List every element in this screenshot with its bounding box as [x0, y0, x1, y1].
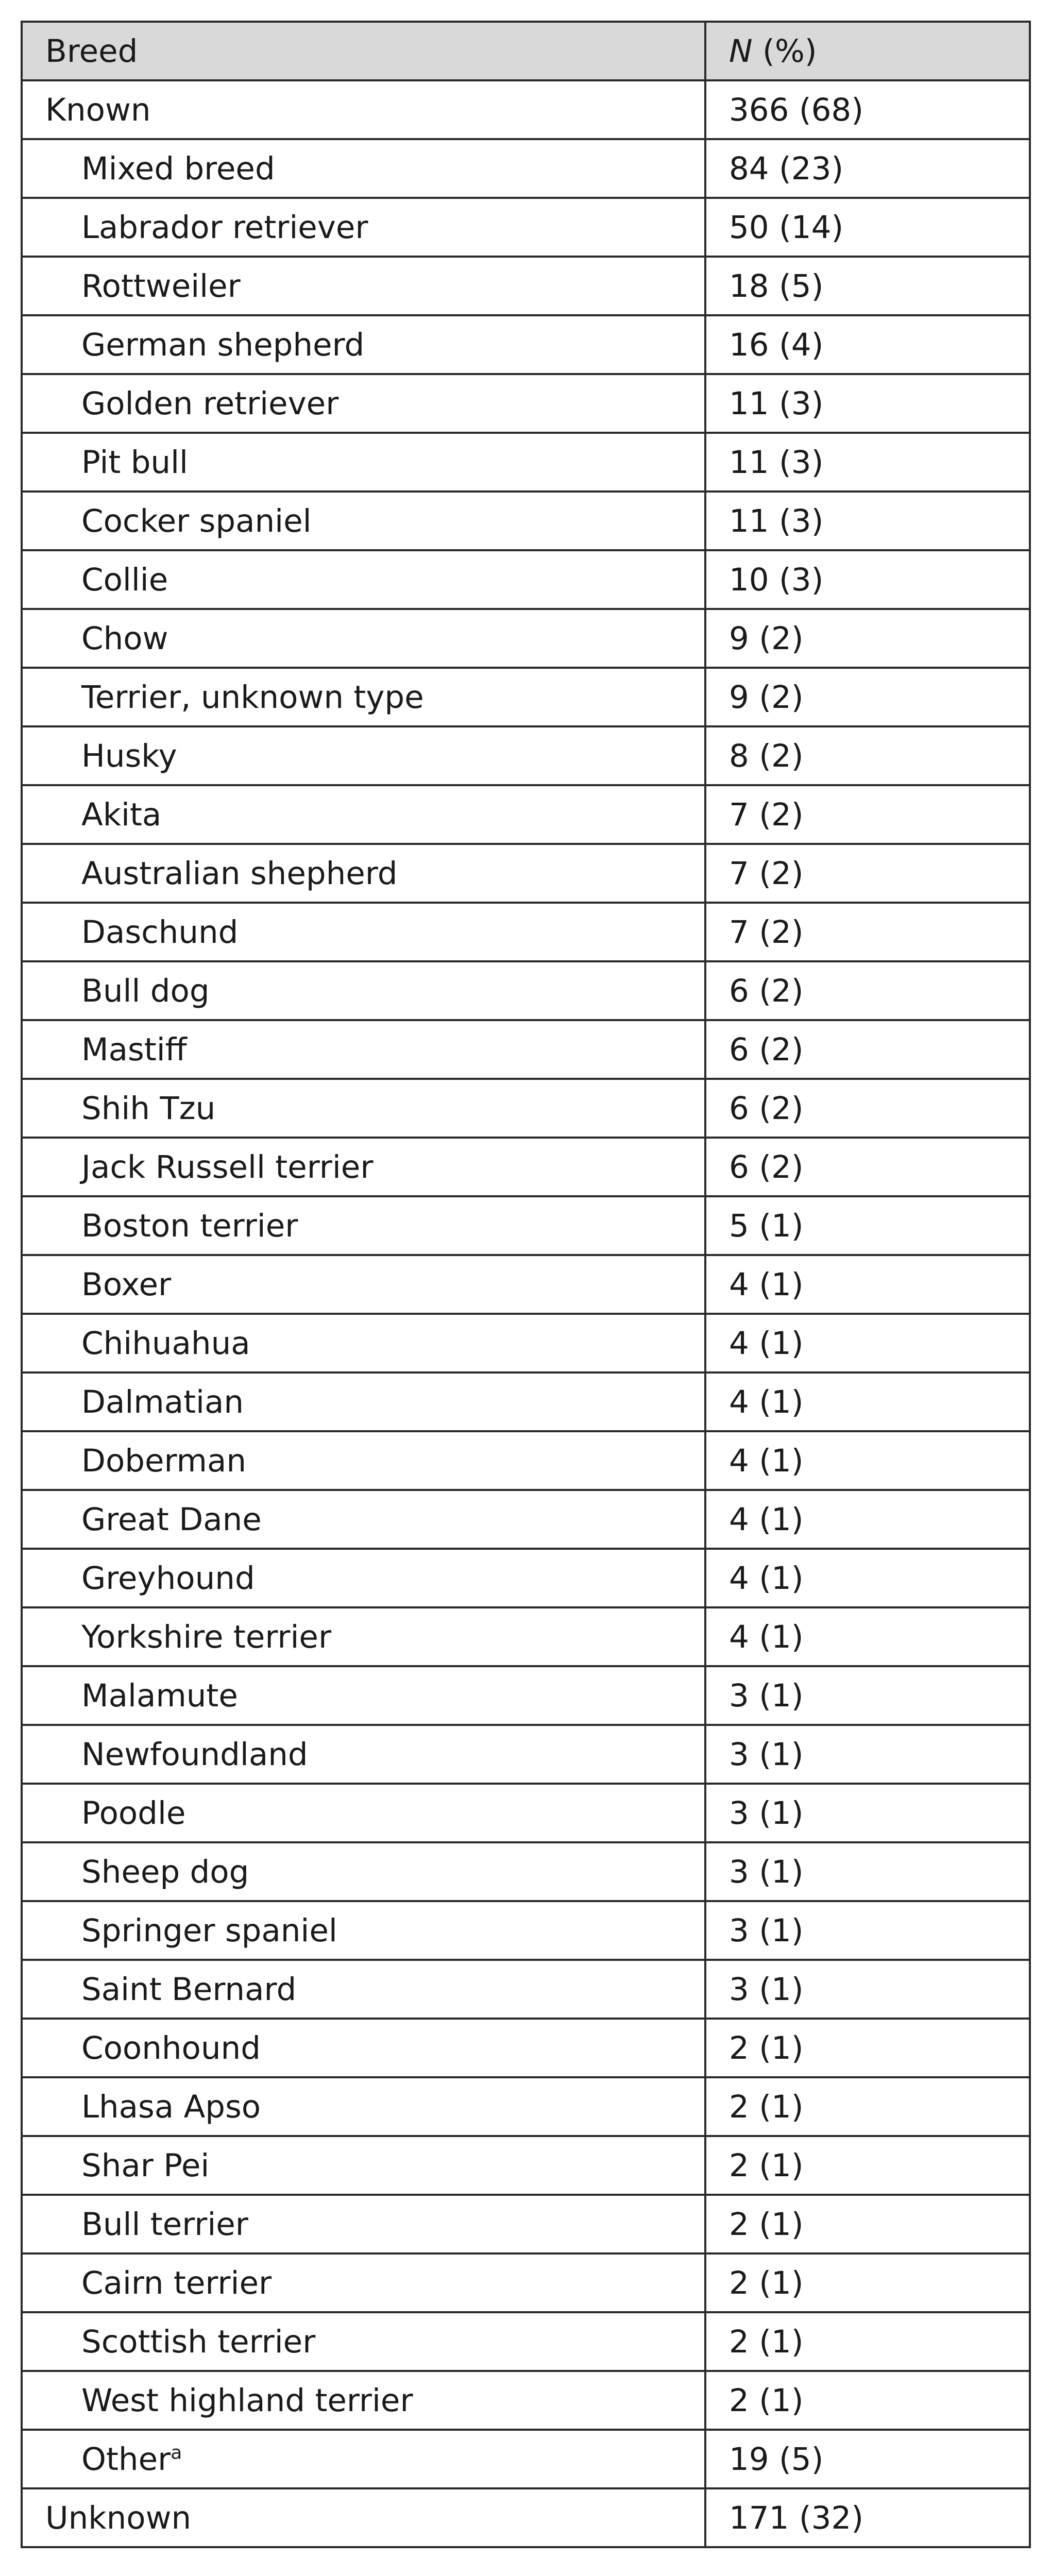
count-percent-cell: 4 (1) [705, 1314, 1030, 1372]
table-row [22, 1431, 1030, 1490]
table-row [22, 609, 1030, 668]
breed-cell [22, 844, 705, 903]
breed-name: Cocker spaniel [81, 502, 312, 539]
breed-name: Pit bull [81, 444, 188, 481]
breed-name: Saint Bernard [81, 1971, 297, 2008]
breed-name: Coonhound [81, 2029, 261, 2066]
breed-cell [22, 1020, 705, 1079]
breed-name: Akita [81, 796, 162, 833]
count-percent-cell: 2 (1) [705, 2312, 1030, 2371]
breed-name: Jack Russell terrier [81, 1148, 374, 1185]
count-percent-cell: 6 (2) [705, 1079, 1030, 1138]
breed-name: Chow [81, 620, 168, 657]
table-row [22, 1138, 1030, 1196]
table-row [22, 1842, 1030, 1901]
breed-name: Malamute [81, 1677, 238, 1714]
count-percent-cell: 5 (1) [705, 1196, 1030, 1255]
breed-cell [22, 609, 705, 668]
breed-cell [22, 2136, 705, 2195]
count-percent-cell: 2 (1) [705, 2019, 1030, 2077]
count-percent-cell: 8 (2) [705, 726, 1030, 785]
breed-cell [22, 1666, 705, 1725]
count-percent-cell: 6 (2) [705, 1020, 1030, 1079]
count-percent-cell: 7 (2) [705, 785, 1030, 844]
table-row [22, 374, 1030, 433]
table-row [22, 1725, 1030, 1784]
breed-cell [22, 961, 705, 1020]
breed-name: Australian shepherd [81, 855, 398, 892]
breed-name: Springer spaniel [81, 1912, 337, 1949]
count-percent-cell: 11 (3) [705, 433, 1030, 492]
breed-name: Unknown [45, 2499, 192, 2536]
table-row [22, 2195, 1030, 2253]
table-body [22, 80, 1030, 2547]
breed-name: Cairn terrier [81, 2264, 272, 2301]
count-percent-cell: 4 (1) [705, 1431, 1030, 1490]
breed-cell [22, 198, 705, 257]
table-row [22, 2371, 1030, 2430]
count-percent-cell: 366 (68) [705, 80, 1030, 139]
breed-cell [22, 315, 705, 374]
count-percent-cell: 2 (1) [705, 2195, 1030, 2253]
breed-name: Collie [81, 561, 168, 598]
breed-name: Bull terrier [81, 2206, 248, 2243]
breed-name: Labrador retriever [81, 209, 368, 246]
count-percent-cell: 7 (2) [705, 844, 1030, 903]
count-percent-cell: 2 (1) [705, 2371, 1030, 2430]
table-row [22, 1372, 1030, 1431]
table-row [22, 550, 1030, 609]
table-row [22, 2019, 1030, 2077]
table-row [22, 492, 1030, 550]
breed-name: Mixed breed [81, 150, 275, 187]
table-row [22, 1960, 1030, 2019]
breed-name: Sheep dog [81, 1853, 249, 1890]
breed-cell [22, 1607, 705, 1666]
breed-name: Chihuahua [81, 1325, 250, 1362]
table-row [22, 2312, 1030, 2371]
breed-name: Golden retriever [81, 385, 339, 422]
footnote-ref-marker: a [171, 2442, 182, 2464]
count-percent-cell: 2 (1) [705, 2253, 1030, 2312]
table-row [22, 1666, 1030, 1725]
table-row [22, 139, 1030, 198]
breed-cell [22, 2253, 705, 2312]
breed-cell [22, 1784, 705, 1842]
breed-cell [22, 1842, 705, 1901]
breed-cell [22, 903, 705, 961]
count-percent-cell: 10 (3) [705, 550, 1030, 609]
table-row [22, 1079, 1030, 1138]
count-percent-cell: 4 (1) [705, 1255, 1030, 1314]
count-percent-cell: 4 (1) [705, 1490, 1030, 1549]
table-row [22, 1196, 1030, 1255]
breed-name: Lhasa Apso [81, 2088, 261, 2125]
breed-name: Poodle [81, 1794, 186, 1832]
table-row [22, 80, 1030, 139]
breed-name: Newfoundland [81, 1736, 308, 1773]
table-row [22, 2253, 1030, 2312]
breed-name: Doberman [81, 1442, 247, 1479]
count-percent-cell: 171 (32) [705, 2488, 1030, 2547]
breed-cell [22, 1314, 705, 1372]
breed-cell [22, 1960, 705, 2019]
breed-cell [22, 139, 705, 198]
count-percent-cell: 18 (5) [705, 257, 1030, 315]
count-percent-cell: 4 (1) [705, 1549, 1030, 1607]
table-row [22, 2430, 1030, 2488]
count-percent-cell: 9 (2) [705, 609, 1030, 668]
count-percent-cell: 50 (14) [705, 198, 1030, 257]
header-count-percent [705, 22, 1030, 80]
breed-cell [22, 257, 705, 315]
count-percent-cell: 4 (1) [705, 1372, 1030, 1431]
table-row [22, 668, 1030, 726]
breed-cell [22, 1901, 705, 1960]
breed-name: Great Dane [81, 1501, 262, 1538]
table-row [22, 726, 1030, 785]
table-row [22, 2136, 1030, 2195]
table-row [22, 257, 1030, 315]
table-row [22, 1490, 1030, 1549]
table-row [22, 315, 1030, 374]
count-percent-cell: 3 (1) [705, 1960, 1030, 2019]
count-percent-cell: 3 (1) [705, 1784, 1030, 1842]
breed-name: Rottweiler [81, 267, 241, 304]
breed-name: Husky [81, 737, 177, 774]
breed-name: Scottish terrier [81, 2323, 316, 2360]
breed-name: Known [45, 91, 151, 128]
breed-cell [22, 1196, 705, 1255]
breed-cell [22, 2195, 705, 2253]
breed-cell [22, 2312, 705, 2371]
count-percent-cell: 3 (1) [705, 1842, 1030, 1901]
count-percent-cell: 3 (1) [705, 1725, 1030, 1784]
table-row [22, 844, 1030, 903]
breed-name: Yorkshire terrier [81, 1618, 332, 1655]
breed-cell [22, 374, 705, 433]
breed-name: Bull dog [81, 972, 210, 1009]
count-percent-cell: 3 (1) [705, 1666, 1030, 1725]
table-row [22, 1549, 1030, 1607]
breed-cell [22, 433, 705, 492]
count-percent-cell: 84 (23) [705, 139, 1030, 198]
table-row [22, 1784, 1030, 1842]
table-row [22, 2488, 1030, 2547]
breed-cell [22, 1079, 705, 1138]
breed-cell [22, 668, 705, 726]
breed-cell [22, 1490, 705, 1549]
count-percent-cell: 3 (1) [705, 1901, 1030, 1960]
table-row [22, 1255, 1030, 1314]
breed-name: Dalmatian [81, 1383, 244, 1420]
breed-name: Shih Tzu [81, 1090, 216, 1127]
count-percent-cell: 6 (2) [705, 961, 1030, 1020]
breed-cell [22, 80, 705, 139]
count-percent-cell: 9 (2) [705, 668, 1030, 726]
breed-name: Boxer [81, 1266, 172, 1303]
table-row [22, 785, 1030, 844]
header-pct-label: (%) [752, 32, 817, 70]
header-n-label: N [729, 32, 753, 70]
breed-cell [22, 492, 705, 550]
breed-name: Other [81, 2441, 171, 2478]
breed-name: Boston terrier [81, 1207, 298, 1244]
breed-cell [22, 726, 705, 785]
breed-table [21, 21, 1031, 2548]
table-row [22, 961, 1030, 1020]
table-row [22, 1901, 1030, 1960]
breed-cell [22, 550, 705, 609]
breed-cell [22, 785, 705, 844]
breed-cell [22, 1549, 705, 1607]
table-row [22, 903, 1030, 961]
breed-cell [22, 1138, 705, 1196]
breed-cell [22, 1372, 705, 1431]
breed-name: Terrier, unknown type [81, 679, 424, 716]
count-percent-cell: 4 (1) [705, 1607, 1030, 1666]
breed-cell [22, 2077, 705, 2136]
breed-name: Shar Pei [81, 2147, 210, 2184]
breed-name: Mastiff [81, 1031, 187, 1068]
table-header [22, 22, 1030, 80]
table-row [22, 2077, 1030, 2136]
header-breed: Breed [22, 22, 705, 80]
breed-cell [22, 2488, 705, 2547]
count-percent-cell: 11 (3) [705, 374, 1030, 433]
breed-cell [22, 2430, 705, 2488]
table-row [22, 1020, 1030, 1079]
table-row [22, 1314, 1030, 1372]
breed-name: Greyhound [81, 1560, 255, 1597]
header-row [22, 22, 1030, 80]
count-percent-cell: 2 (1) [705, 2136, 1030, 2195]
breed-name: Daschund [81, 913, 239, 951]
count-percent-cell: 2 (1) [705, 2077, 1030, 2136]
breed-cell [22, 1725, 705, 1784]
count-percent-cell: 7 (2) [705, 903, 1030, 961]
table-row [22, 198, 1030, 257]
breed-cell [22, 2019, 705, 2077]
breed-cell [22, 1255, 705, 1314]
count-percent-cell: 6 (2) [705, 1138, 1030, 1196]
table-row [22, 1607, 1030, 1666]
count-percent-cell: 16 (4) [705, 315, 1030, 374]
breed-name: German shepherd [81, 326, 365, 363]
breed-name: West highland terrier [81, 2382, 413, 2419]
breed-cell [22, 2371, 705, 2430]
breed-cell [22, 1431, 705, 1490]
table-row [22, 433, 1030, 492]
count-percent-cell: 19 (5) [705, 2430, 1030, 2488]
count-percent-cell: 11 (3) [705, 492, 1030, 550]
